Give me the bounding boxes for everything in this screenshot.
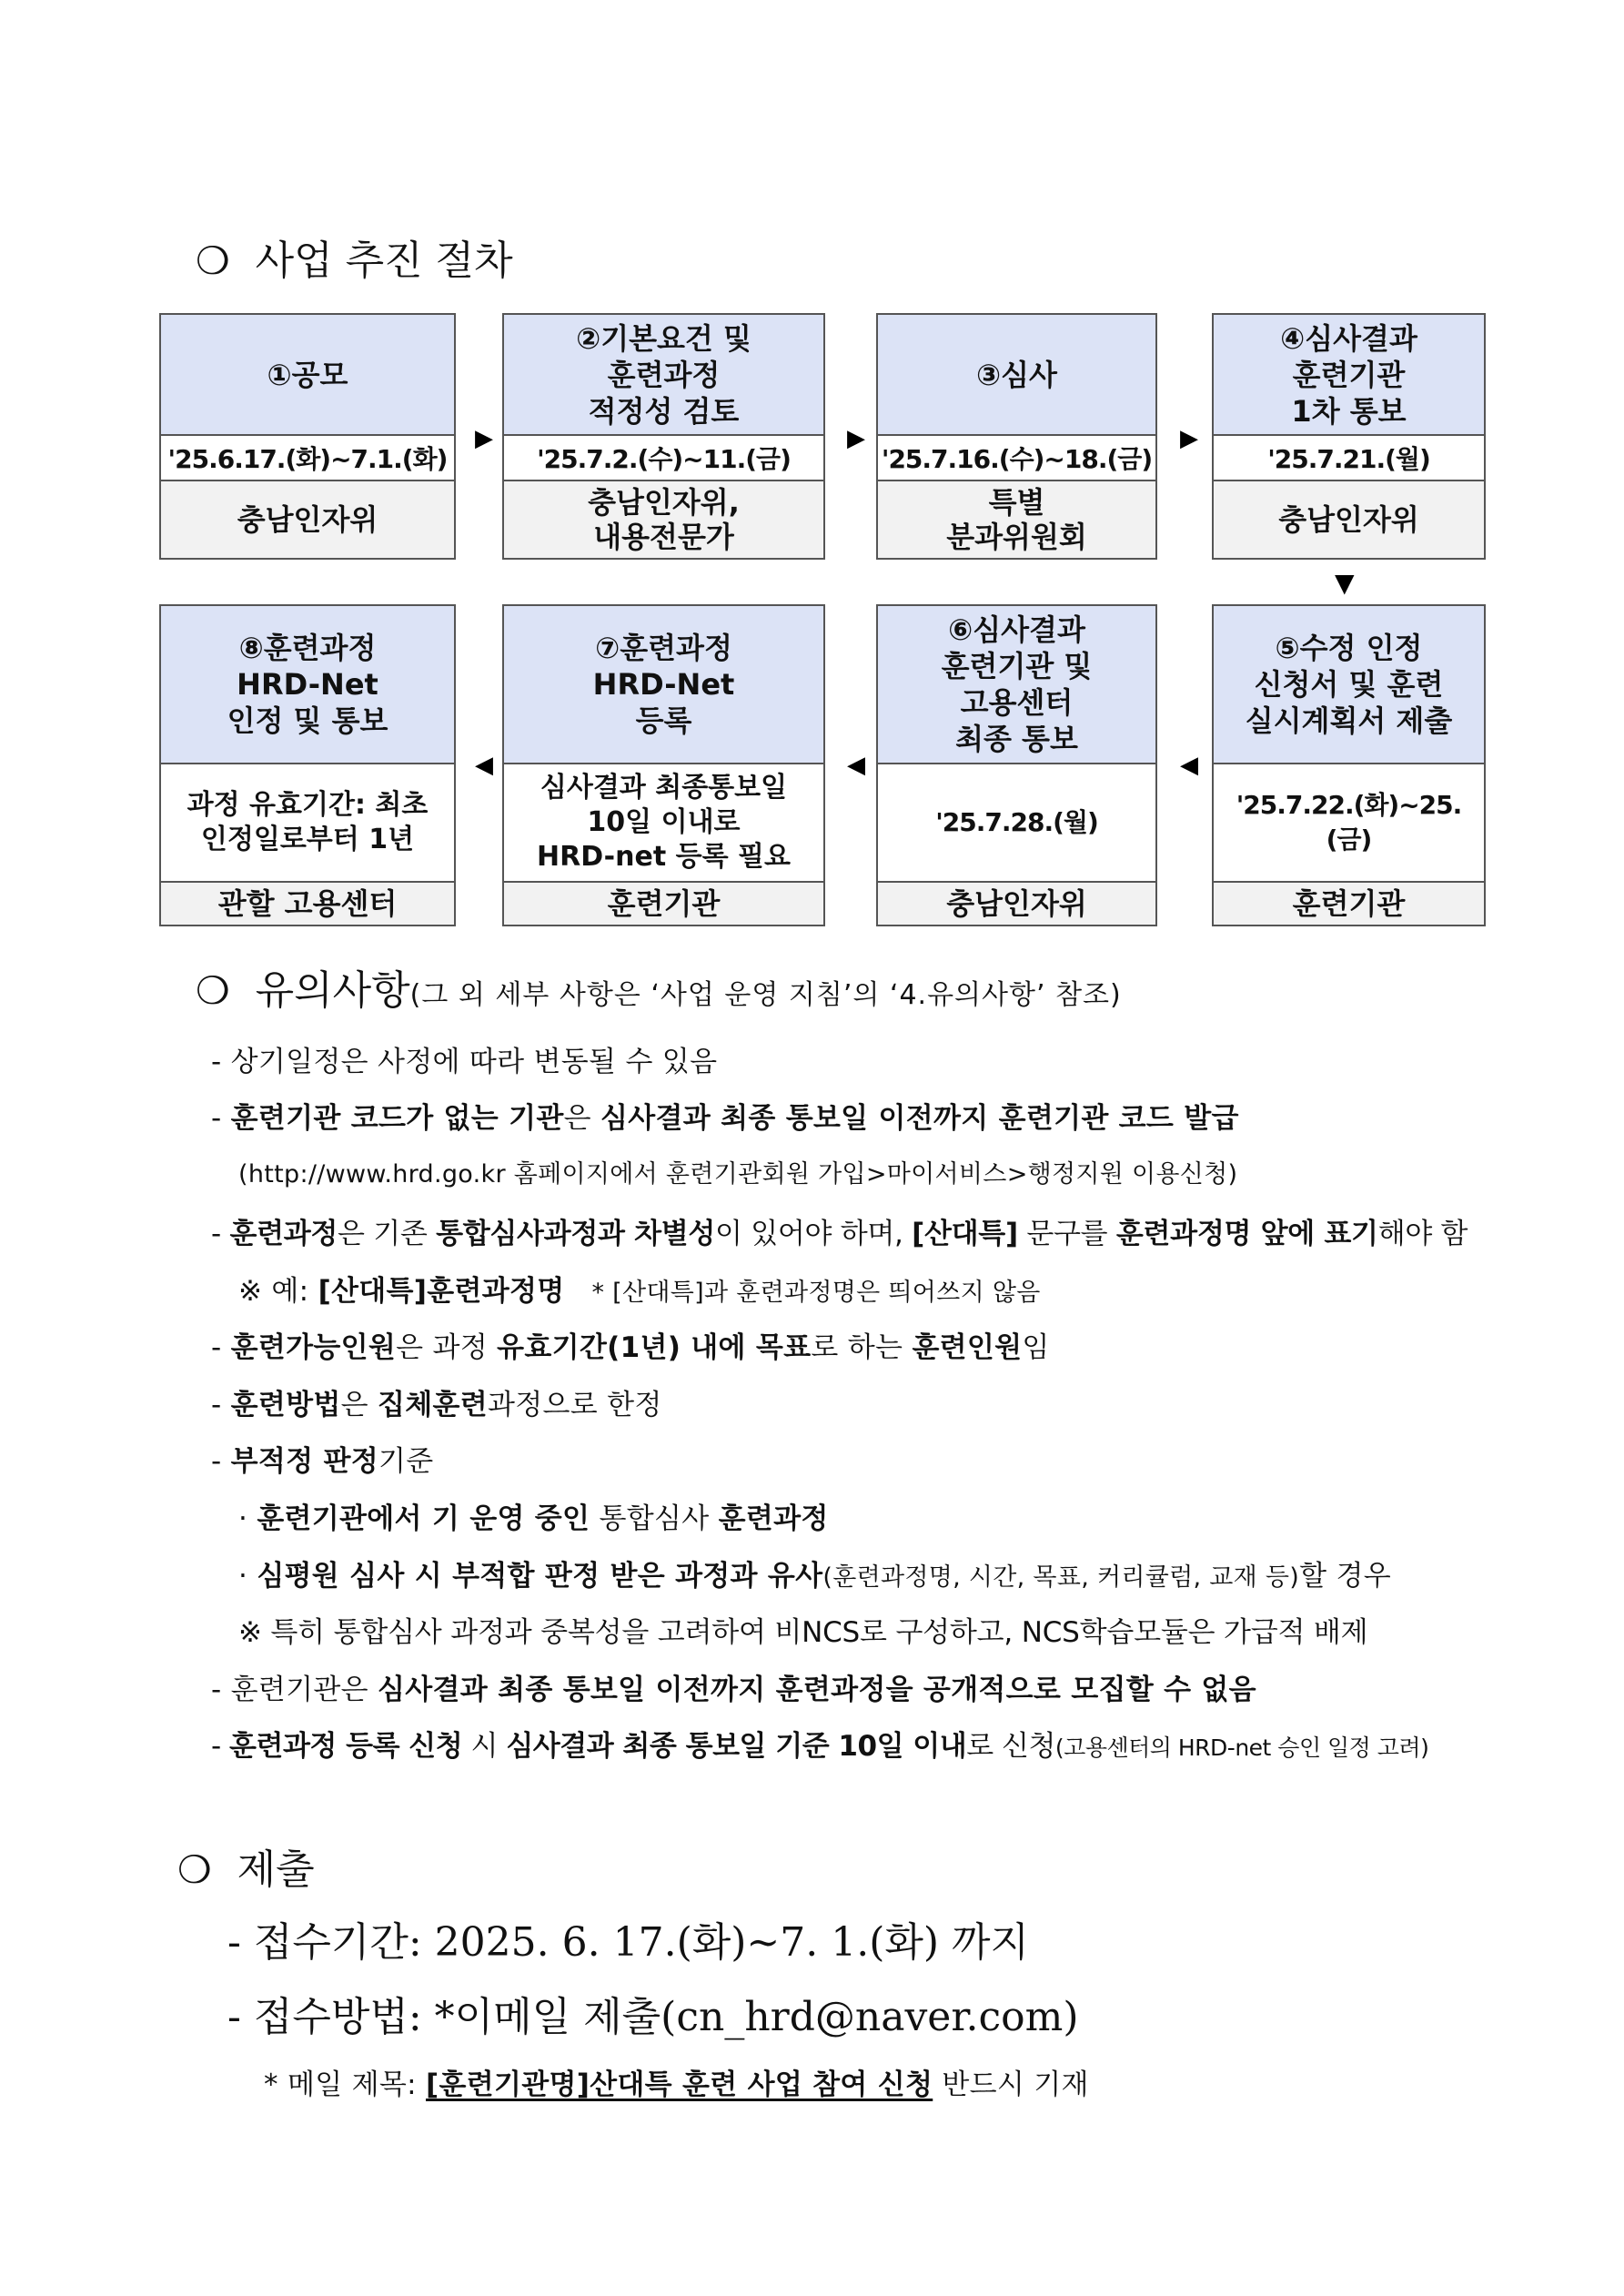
arrow-down-icon: ▼ bbox=[1335, 568, 1355, 598]
submission-heading-text: 제출 bbox=[237, 1846, 315, 1893]
step-7-note: 심사결과 최종통보일 10일 이내로 HRD-net 등록 필요 bbox=[504, 763, 823, 881]
step-8-owner: 관할 고용센터 bbox=[161, 881, 454, 925]
submission-method: - 접수방법: *이메일 제출(cn_hrd@naver.com) bbox=[227, 1994, 1079, 2040]
note-line-5: ※ 예: [산대특]훈련과정명 * [산대특]과 훈련과정명은 띄어쓰지 않음 bbox=[238, 1275, 1041, 1308]
arrow-left-icon: ◀ bbox=[475, 752, 493, 779]
step-6-title: ⑥심사결과 훈련기관 및 고용센터 최종 통보 bbox=[878, 606, 1155, 763]
note-line-9: · 훈련기관에서 기 운영 중인 통합심사 훈련과정 bbox=[238, 1502, 829, 1535]
note-line-13: - 훈련과정 등록 신청 시 심사결과 최종 통보일 기준 10일 이내로 신청(고용센터의 HRD-net 승인 일정 고려) bbox=[211, 1730, 1429, 1763]
step-7-title: ⑦훈련과정 HRD-Net 등록 bbox=[504, 606, 823, 763]
note-line-8: - 부적정 판정기준 bbox=[211, 1445, 434, 1478]
arrow-right-icon: ▶ bbox=[475, 425, 493, 452]
step-5-date: '25.7.22.(화)~25.(금) bbox=[1214, 763, 1484, 881]
step-1-title: ①공모 bbox=[161, 315, 454, 434]
step-2-title: ②기본요건 및 훈련과정 적정성 검토 bbox=[504, 315, 823, 434]
procedure-heading-text: 사업 추진 절차 bbox=[255, 238, 513, 284]
step-5-owner: 훈련기관 bbox=[1214, 881, 1484, 925]
step-4-date: '25.7.21.(월) bbox=[1214, 434, 1484, 480]
step-1-date: '25.6.17.(화)~7.1.(화) bbox=[161, 434, 454, 480]
circle-bullet-icon: ❍ bbox=[196, 968, 230, 1013]
step-6-date: '25.7.28.(월) bbox=[878, 763, 1155, 881]
step-3-box bbox=[876, 313, 1157, 560]
arrow-left-icon: ◀ bbox=[847, 752, 865, 779]
note-line-3: (http://www.hrd.go.kr 홈페이지에서 훈련기관회원 가입>마이서비스>행정지원 이용신청) bbox=[238, 1160, 1238, 1188]
notes-heading-sub: (그 외 세부 사항은 ‘사업 운영 지침’의 ‘4.유의사항’ 참조) bbox=[409, 979, 1122, 1011]
submission-note: * 메일 제목: [훈련기관명]산대특 훈련 사업 참여 신청 반드시 기재 bbox=[264, 2068, 1089, 2101]
step-7-box bbox=[502, 604, 825, 926]
step-1-box bbox=[159, 313, 456, 560]
note-line-2: - 훈련기관 코드가 없는 기관은 심사결과 최종 통보일 이전까지 훈련기관 코드 발급 bbox=[211, 1102, 1239, 1135]
step-6-box bbox=[876, 604, 1157, 926]
step-7-owner: 훈련기관 bbox=[504, 881, 823, 925]
note-line-12: - 훈련기관은 심사결과 최종 통보일 이전까지 훈련과정을 공개적으로 모집할 수 없음 bbox=[211, 1674, 1256, 1706]
step-3-title: ③심사 bbox=[878, 315, 1155, 434]
step-2-owner: 충남인자위, 내용전문가 bbox=[504, 480, 823, 558]
step-8-title: ⑧훈련과정 HRD-Net 인정 및 통보 bbox=[161, 606, 454, 763]
note-line-1: - 상기일정은 사정에 따라 변동될 수 있음 bbox=[211, 1046, 718, 1078]
step-4-owner: 충남인자위 bbox=[1214, 480, 1484, 558]
step-5-box bbox=[1212, 604, 1486, 926]
arrow-right-icon: ▶ bbox=[1180, 425, 1198, 452]
note-line-10: · 심평원 심사 시 부적합 판정 받은 과정과 유사(훈련과정명, 시간, 목표, 커리큘럼, 교재 등)할 경우 bbox=[238, 1560, 1392, 1593]
step-3-date: '25.7.16.(수)~18.(금) bbox=[878, 434, 1155, 480]
circle-bullet-icon: ❍ bbox=[177, 1847, 212, 1892]
arrow-right-icon: ▶ bbox=[847, 425, 865, 452]
mail-subject-format: [훈련기관명]산대특 훈련 사업 참여 신청 bbox=[426, 2068, 933, 2101]
notes-heading bbox=[196, 957, 1122, 1016]
step-8-box bbox=[159, 604, 456, 926]
note-line-7: - 훈련방법은 집체훈련과정으로 한정 bbox=[211, 1389, 662, 1421]
note-line-11: ※ 특히 통합심사 과정과 중복성을 고려하여 비NCS로 구성하고, NCS학습모듈은 가급적 배제 bbox=[238, 1616, 1368, 1649]
step-1-owner: 충남인자위 bbox=[161, 480, 454, 558]
submission-period: - 접수기간: 2025. 6. 17.(화)~7. 1.(화) 까지 bbox=[227, 1919, 1030, 1966]
step-2-box bbox=[502, 313, 825, 560]
circle-bullet-icon: ❍ bbox=[196, 238, 230, 283]
step-8-note: 과정 유효기간: 최초 인정일로부터 1년 bbox=[161, 763, 454, 881]
procedure-heading bbox=[196, 228, 513, 286]
step-5-title: ⑤수정 인정 신청서 및 훈련 실시계획서 제출 bbox=[1214, 606, 1484, 763]
arrow-left-icon: ◀ bbox=[1180, 752, 1198, 779]
step-2-date: '25.7.2.(수)~11.(금) bbox=[504, 434, 823, 480]
step-4-title: ④심사결과 훈련기관 1차 통보 bbox=[1214, 315, 1484, 434]
step-4-box bbox=[1212, 313, 1486, 560]
note-line-6: - 훈련가능인원은 과정 유효기간(1년) 내에 목표로 하는 훈련인원임 bbox=[211, 1331, 1050, 1364]
step-6-owner: 충남인자위 bbox=[878, 881, 1155, 925]
note-line-4: - 훈련과정은 기존 통합심사과정과 차별성이 있어야 하며, [산대특] 문구를 훈련과정명 앞에 표기해야 함 bbox=[211, 1218, 1468, 1250]
notes-heading-text: 유의사항 bbox=[255, 967, 410, 1014]
step-3-owner: 특별 분과위원회 bbox=[878, 480, 1155, 558]
submission-heading bbox=[177, 1836, 315, 1895]
